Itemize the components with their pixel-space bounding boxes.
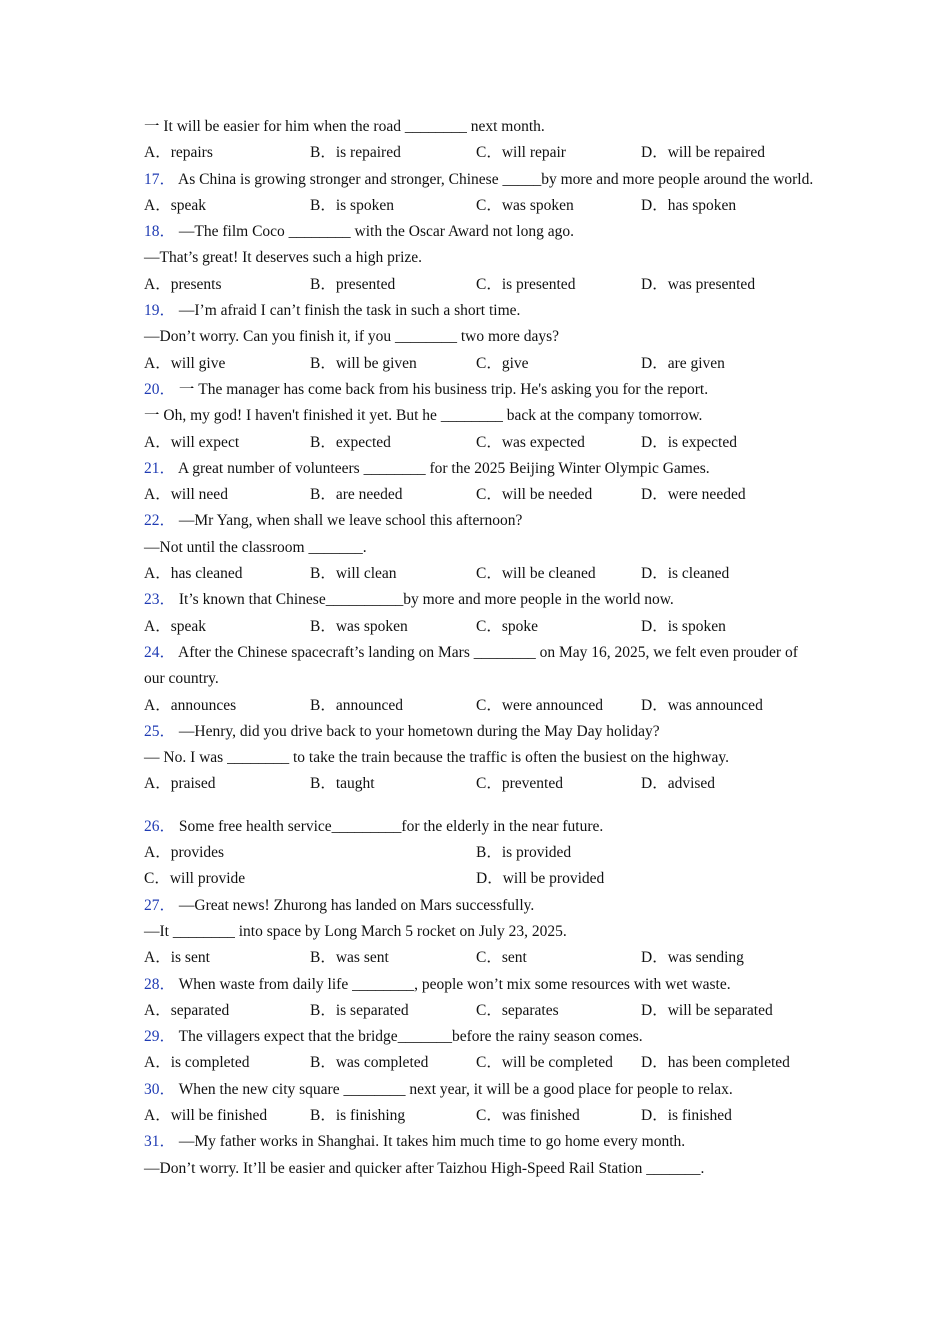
question-text: When waste from daily life ________, people won’t mix some resources with wet waste.	[178, 975, 731, 993]
question-number: 19．	[144, 302, 176, 320]
option-a: A．presents	[144, 275, 222, 293]
question-text: —Don’t worry. Can you finish it, if you ________ two more days?	[144, 328, 560, 346]
option-c: C．will be needed	[476, 486, 593, 504]
option-c: C．were announced	[476, 696, 603, 714]
options-row	[144, 693, 814, 719]
question-24	[144, 640, 814, 693]
option-c: C．will be completed	[476, 1054, 613, 1072]
question-number: 25．	[144, 722, 176, 740]
question-text: As China is growing stronger and stronger, Chinese _____by more and more people around the world.	[178, 170, 814, 188]
option-b: B．is finishing	[310, 1106, 406, 1124]
option-c: C．will repair	[476, 144, 566, 162]
option-b: B．was sent	[310, 949, 389, 967]
question-23	[144, 587, 814, 613]
question-text: When the new city square ________ next year, it will be a good place for people to relax.	[178, 1080, 733, 1098]
question-text: —Don’t worry. It’ll be easier and quicker after Taizhou High-Speed Rail Station _______.	[144, 1159, 705, 1177]
question-text: 一 Oh, my god! I haven't finished it yet. But he ________ back at the company tomorrow.	[144, 407, 703, 425]
option-b: B．taught	[310, 775, 375, 793]
question-21	[144, 456, 814, 482]
question-text: —My father works in Shanghai. It takes him much time to go home every month.	[178, 1133, 686, 1151]
option-d: D．was announced	[641, 696, 763, 714]
question-number: 27．	[144, 896, 176, 914]
option-a: A．will give	[144, 354, 226, 372]
options-row	[144, 482, 814, 508]
option-b: B．was completed	[310, 1054, 429, 1072]
options-row	[144, 140, 814, 166]
option-a: A．praised	[144, 775, 216, 793]
option-a: A．will be finished	[144, 1106, 268, 1124]
question-number: 29．	[144, 1028, 176, 1046]
options-row	[144, 351, 814, 377]
option-a: A．speak	[144, 617, 206, 635]
options-row	[144, 998, 814, 1024]
option-b: B．announced	[310, 696, 403, 714]
question-number: 20．	[144, 380, 176, 398]
option-b: B．is separated	[310, 1001, 409, 1019]
option-c: C．was spoken	[476, 196, 574, 214]
option-a: A．has cleaned	[144, 565, 243, 583]
question-text: It’s known that Chinese__________by more and more people in the world now.	[178, 591, 674, 609]
spacer	[144, 798, 814, 814]
option-a: A．separated	[144, 1001, 230, 1019]
option-a: A．will expect	[144, 433, 240, 451]
question-number: 28．	[144, 975, 176, 993]
option-d: D．will be provided	[476, 870, 605, 888]
option-d: D．were needed	[641, 486, 746, 504]
option-a: A．is sent	[144, 949, 210, 967]
question-text: After the Chinese spacecraft’s landing on Mars ________ on May 16, 2025, we felt even prouder of our country.	[144, 643, 798, 688]
question-text: —That’s great! It deserves such a high prize.	[144, 249, 423, 267]
option-b: B．is repaired	[310, 144, 401, 162]
option-b: B．presented	[310, 275, 396, 293]
option-d: D．is finished	[641, 1106, 732, 1124]
options-row	[144, 1050, 814, 1076]
question-number: 21．	[144, 459, 176, 477]
question-29	[144, 1024, 814, 1050]
question-text: —Not until the classroom _______.	[144, 538, 367, 556]
option-d: D．is cleaned	[641, 565, 730, 583]
option-d: D．advised	[641, 775, 716, 793]
question-27	[144, 893, 814, 919]
option-a: A．announces	[144, 696, 237, 714]
question-text: A great number of volunteers ________ for the 2025 Beijing Winter Olympic Games.	[178, 459, 710, 477]
question-26	[144, 814, 814, 840]
question-number: 30．	[144, 1080, 176, 1098]
options-row	[144, 945, 814, 971]
options-row	[144, 193, 814, 219]
question-text: —Mr Yang, when shall we leave school this afternoon?	[178, 512, 523, 530]
option-d: D．will be separated	[641, 1001, 773, 1019]
options-row	[144, 840, 814, 866]
question-text: —The film Coco ________ with the Oscar Award not long ago.	[178, 223, 574, 241]
option-d: D．is spoken	[641, 617, 726, 635]
options-row	[144, 866, 814, 892]
option-c: C．spoke	[476, 617, 539, 635]
question-number: 22．	[144, 512, 176, 530]
option-a: A．is completed	[144, 1054, 250, 1072]
question-number: 24．	[144, 643, 176, 661]
option-b: B．are needed	[310, 486, 403, 504]
question-text: Some free health service_________for the elderly in the near future.	[178, 817, 604, 835]
options-row	[144, 771, 814, 797]
question-text: —Henry, did you drive back to your hometown during the May Day holiday?	[178, 722, 660, 740]
option-c: C．was finished	[476, 1106, 580, 1124]
option-c: C．give	[476, 354, 529, 372]
option-b: B．will clean	[310, 565, 397, 583]
option-c: C．separates	[476, 1001, 559, 1019]
question-text: —I’m afraid I can’t finish the task in such a short time.	[178, 302, 521, 320]
question-number: 31．	[144, 1133, 176, 1151]
option-d: D．are given	[641, 354, 725, 372]
options-row	[144, 1103, 814, 1129]
option-d: D．has spoken	[641, 196, 737, 214]
option-d: D．was presented	[641, 275, 756, 293]
question-number: 26．	[144, 817, 176, 835]
option-c: C．will be cleaned	[476, 565, 596, 583]
question-22	[144, 508, 814, 534]
option-b: B．was spoken	[310, 617, 408, 635]
question-17	[144, 167, 814, 193]
option-c: C．is presented	[476, 275, 576, 293]
option-c: C．will provide	[144, 870, 246, 888]
options-row	[144, 561, 814, 587]
question-text: — No. I was ________ to take the train because the traffic is often the busiest on the highway.	[144, 749, 729, 767]
option-b: B．will be given	[310, 354, 417, 372]
option-a: A．provides	[144, 844, 225, 862]
question-18	[144, 219, 814, 245]
question-19	[144, 298, 814, 324]
option-d: D．will be repaired	[641, 144, 765, 162]
question-text: The villagers expect that the bridge_______before the rainy season comes.	[178, 1028, 643, 1046]
question-31	[144, 1129, 814, 1155]
question-list	[144, 114, 814, 1182]
option-b: B．expected	[310, 433, 391, 451]
option-c: C．sent	[476, 949, 527, 967]
question-number: 18．	[144, 223, 176, 241]
question-text: —Great news! Zhurong has landed on Mars successfully.	[178, 896, 535, 914]
question-text: 一 It will be easier for him when the road ________ next month.	[144, 118, 545, 135]
option-b: B．is provided	[476, 844, 572, 862]
option-c: C．was expected	[476, 433, 585, 451]
question-25	[144, 719, 814, 745]
question-30	[144, 1077, 814, 1103]
options-row	[144, 430, 814, 456]
question-20	[144, 377, 814, 403]
question-text: —It ________ into space by Long March 5 rocket on July 23, 2025.	[144, 922, 567, 940]
option-d: D．was sending	[641, 949, 744, 967]
option-a: A．repairs	[144, 144, 213, 162]
options-row	[144, 614, 814, 640]
question-number: 17．	[144, 170, 176, 188]
option-b: B．is spoken	[310, 196, 394, 214]
question-text: 一 The manager has come back from his business trip. He's asking you for the report.	[178, 380, 709, 398]
option-c: C．prevented	[476, 775, 563, 793]
option-a: A．speak	[144, 196, 206, 214]
question-28	[144, 972, 814, 998]
question-number: 23．	[144, 591, 176, 609]
option-a: A．will need	[144, 486, 228, 504]
options-row	[144, 272, 814, 298]
option-d: D．is expected	[641, 433, 737, 451]
option-d: D．has been completed	[641, 1054, 790, 1072]
